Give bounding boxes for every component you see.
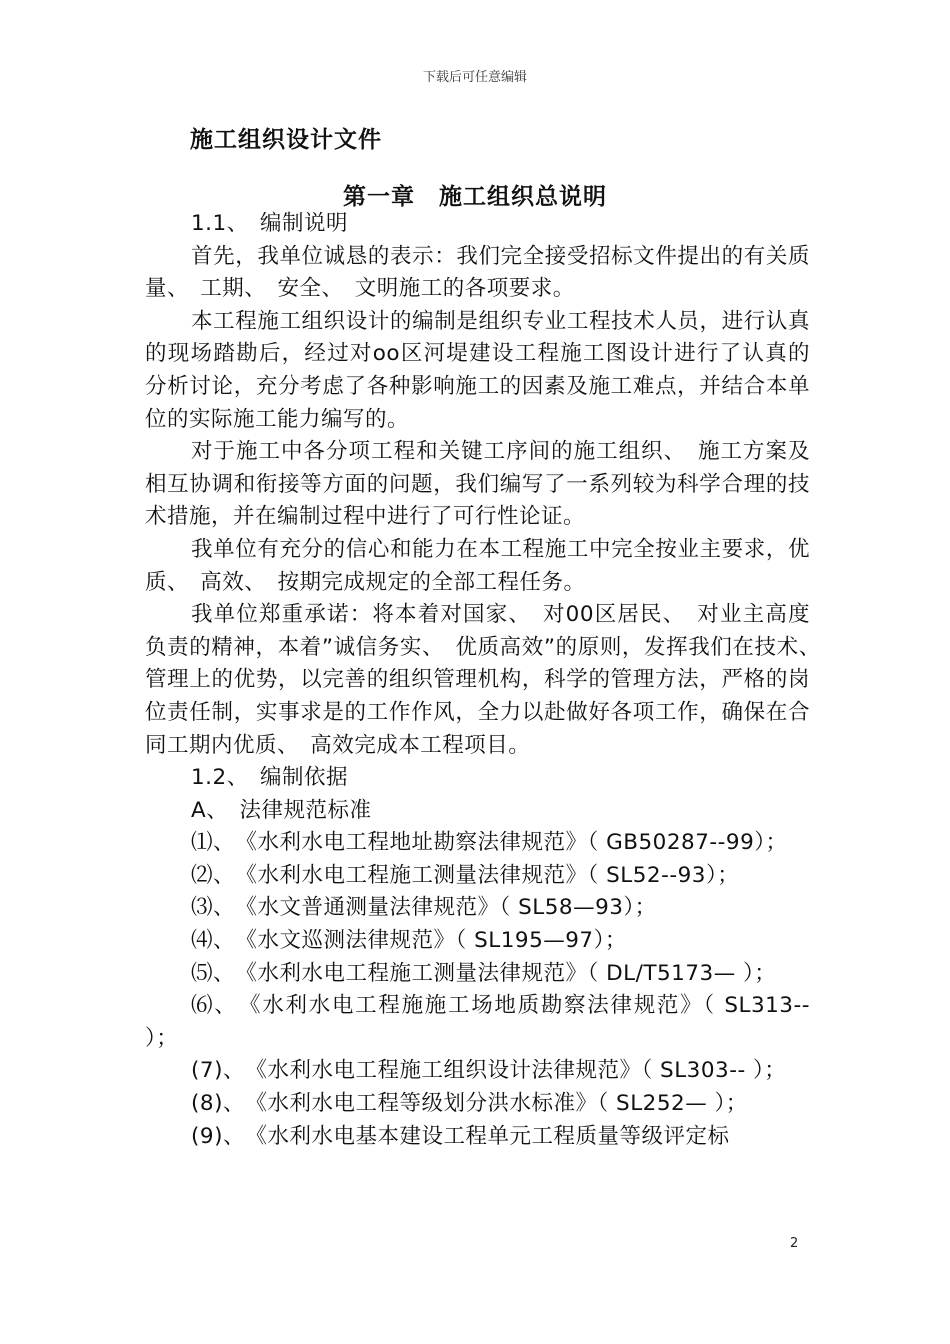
chapter-title: 第一章 施工组织总说明 xyxy=(343,184,607,210)
paragraph: 首先，我单位诚恳的表示：我们完全接受招标文件提出的有关质量、 工期、 安全、 文明施工的各项要求。 xyxy=(145,243,810,302)
standard-item: (7)、 《水利水电工程施工组织设计法律规范》（ SL303-- ）； xyxy=(191,1058,787,1084)
paragraph: 我单位郑重承诺：将本着对国家、 对00区居民、 对业主高度负责的精神，本着”诚信务实、 优质高效”的原则，发挥我们在技术、 管理上的优势，以完善的组织管理机构，科学的管理方法，严格的岗位责任制，实事求是的工作作风，全力以赴做好各项工作，确保在合同工期内优质、 高效完成本工程项目。 xyxy=(145,602,833,758)
paragraph: 本工程施工组织设计的编制是组织专业工程技术人员，进行认真的现场踏勘后，经过对oo区河堤建设工程施工图设计进行了认真的分析讨论，充分考虑了各种影响施工的因素及施工难点，并结合本单位的实际施工能力编写的。 xyxy=(145,308,810,432)
paragraph: 我单位有充分的信心和能力在本工程施工中完全按业主要求，优质、 高效、 按期完成规定的全部工程任务。 xyxy=(145,536,810,595)
standard-item: (8)、 《水利水电工程等级划分洪水标准》（ SL252— ）； xyxy=(191,1091,748,1117)
section-heading-1-1: 1.1、 编制说明 xyxy=(191,211,348,236)
document-body xyxy=(145,208,833,1153)
standard-item: ⑷、 《水文巡测法律规范》（ SL195—97）； xyxy=(191,928,627,954)
paragraph: 对于施工中各分项工程和关键工序间的施工组织、 施工方案及相互协调和衔接等方面的问题，我们编写了一系列较为科学合理的技术措施，并在编制过程中进行了可行性论证。 xyxy=(145,439,810,530)
standard-item: ⑸、 《水利水电工程施工测量法律规范》（ DL/T5173— ）； xyxy=(191,960,777,986)
document-title: 施工组织设计文件 xyxy=(190,127,382,153)
standard-item: ⑶、 《水文普通测量法律规范》（ SL58—93）； xyxy=(191,895,657,921)
standard-item: ⑵、 《水利水电工程施工测量法律规范》（ SL52--93）； xyxy=(191,862,740,888)
standard-item: ⑴、 《水利水电工程地址勘察法律规范》（ GB50287--99）； xyxy=(191,830,788,856)
subsection-heading-a: A、 法律规范标准 xyxy=(191,797,372,823)
section-heading-1-2: 1.2、 编制依据 xyxy=(191,765,348,791)
page-number: 2 xyxy=(790,1236,799,1251)
standard-item: (9)、 《水利水电基本建设工程单元工程质量等级评定标 xyxy=(191,1123,730,1149)
standard-item: ⑹、 《水利水电工程施施工场地质勘察法律规范》（ SL313-- ）； xyxy=(145,993,810,1051)
page-header: 下载后可任意编辑 xyxy=(422,70,527,85)
